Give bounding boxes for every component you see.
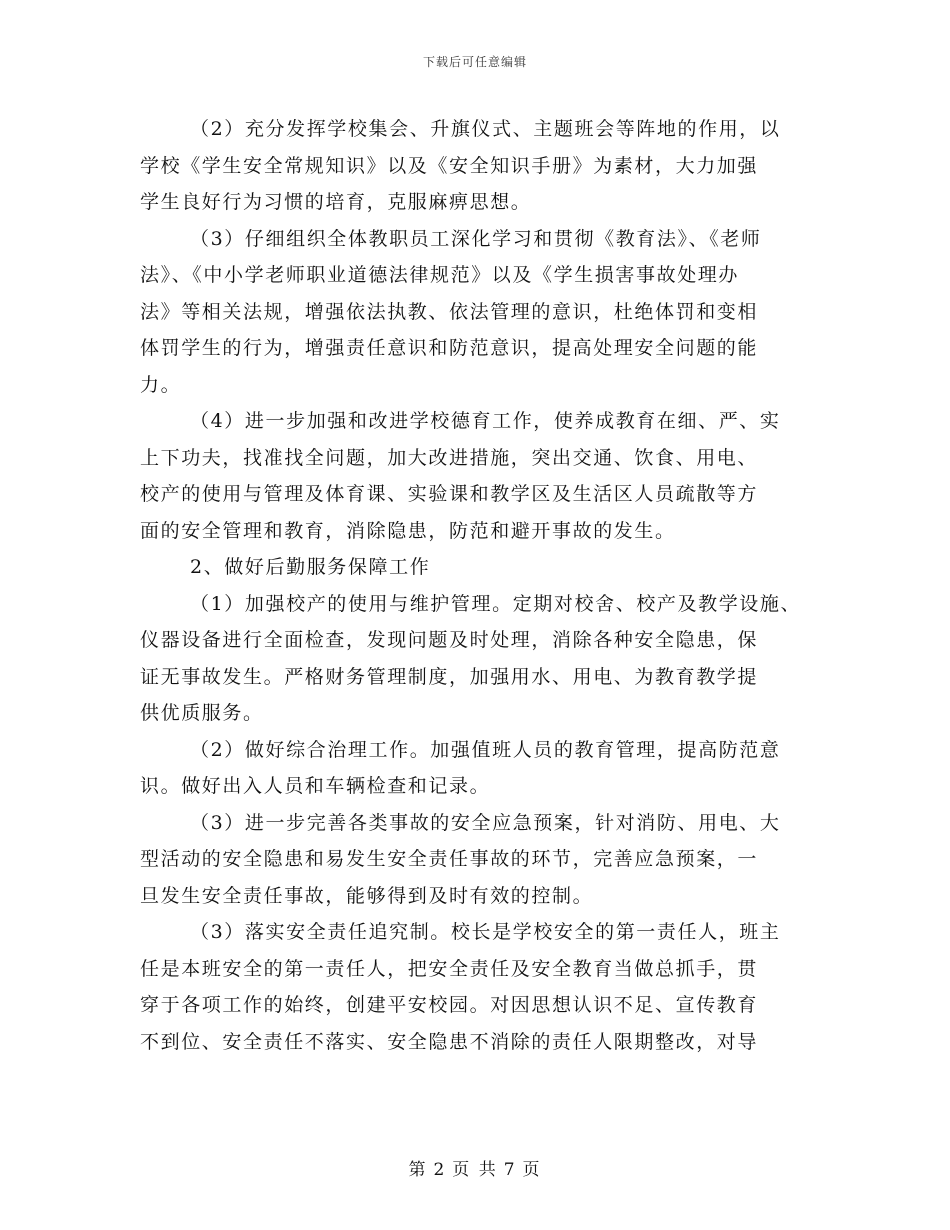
text-line: 仪器设备进行全面检查，发现问题及时处理，消除各种安全隐患，保 <box>140 629 759 651</box>
text-line: 不到位、安全责任不落实、安全隐患不消除的责任人限期整改，对导 <box>140 1030 759 1053</box>
text-line: （4）进一步加强和改进学校德育工作，使养成教育在细、严、实 <box>190 410 781 432</box>
text-line: 学校《学生安全常规知识》以及《安全知识手册》为素材，大力加强 <box>140 154 759 177</box>
text-line: 校产的使用与管理及体育课、实验课和教学区及生活区人员疏散等方 <box>140 483 759 505</box>
text-line: 2、做好后勤服务保障工作 <box>190 556 431 578</box>
footer-suffix: 页 <box>522 1160 542 1180</box>
text-line: （1）加强校产的使用与维护管理。定期对校舍、校产及教学设施、 <box>190 592 802 615</box>
text-line: 法》、《中小学老师职业道德法律规范》以及《学生损害事故处理办 <box>140 264 740 286</box>
text-line: 面的安全管理和教育，消除隐患，防范和避开事故的发生。 <box>140 519 676 542</box>
footer-total-pages: 7 <box>503 1160 517 1180</box>
text-line: （3）落实安全责任追究制。校长是学校安全的第一责任人，班主 <box>190 921 781 943</box>
text-line: 法》等相关法规，增强依法执教、依法管理的意识，杜绝体罚和变相 <box>140 300 759 323</box>
text-line: 供优质服务。 <box>140 702 264 724</box>
page-header: 下载后可任意编辑 <box>422 55 527 69</box>
document-body <box>140 111 808 1060</box>
text-line: （2）充分发挥学校集会、升旗仪式、主题班会等阵地的作用，以 <box>190 118 781 140</box>
text-line: 力。 <box>140 373 182 396</box>
text-line: 证无事故发生。严格财务管理制度，加强用水、用电、为教育教学提 <box>140 665 759 688</box>
text-line: 识。做好出入人员和车辆检查和记录。 <box>140 775 491 797</box>
text-line: 穿于各项工作的始终，创建平安校园。对因思想认识不足、宣传教育 <box>140 994 759 1016</box>
footer-prefix: 第 <box>408 1160 428 1180</box>
text-line: 学生良好行为习惯的培育，克服麻痹思想。 <box>140 191 532 213</box>
text-line: （3）进一步完善各类事故的安全应急预案，针对消防、用电、大 <box>190 811 781 834</box>
text-line: 旦发生安全责任事故，能够得到及时有效的控制。 <box>140 884 594 907</box>
text-line: 上下功夫，找准找全问题，加大改进措施，突出交通、饮食、用电、 <box>140 446 759 469</box>
text-line: （3）仔细组织全体教职员工深化学习和贯彻《教育法》、《老师 <box>190 227 762 250</box>
footer-page-number: 2 <box>433 1160 447 1180</box>
text-line: 型活动的安全隐患和易发生安全责任事故的环节，完善应急预案，一 <box>140 848 759 870</box>
text-line: 任是本班安全的第一责任人，把安全责任及安全教育当做总抓手，贯 <box>140 957 759 980</box>
text-line: 体罚学生的行为，增强责任意识和防范意识，提高处理安全问题的能 <box>140 337 759 359</box>
page-footer <box>0 1155 950 1180</box>
footer-middle: 页 共 <box>452 1160 498 1180</box>
text-line: （2）做好综合治理工作。加强值班人员的教育管理，提高防范意 <box>190 738 781 761</box>
